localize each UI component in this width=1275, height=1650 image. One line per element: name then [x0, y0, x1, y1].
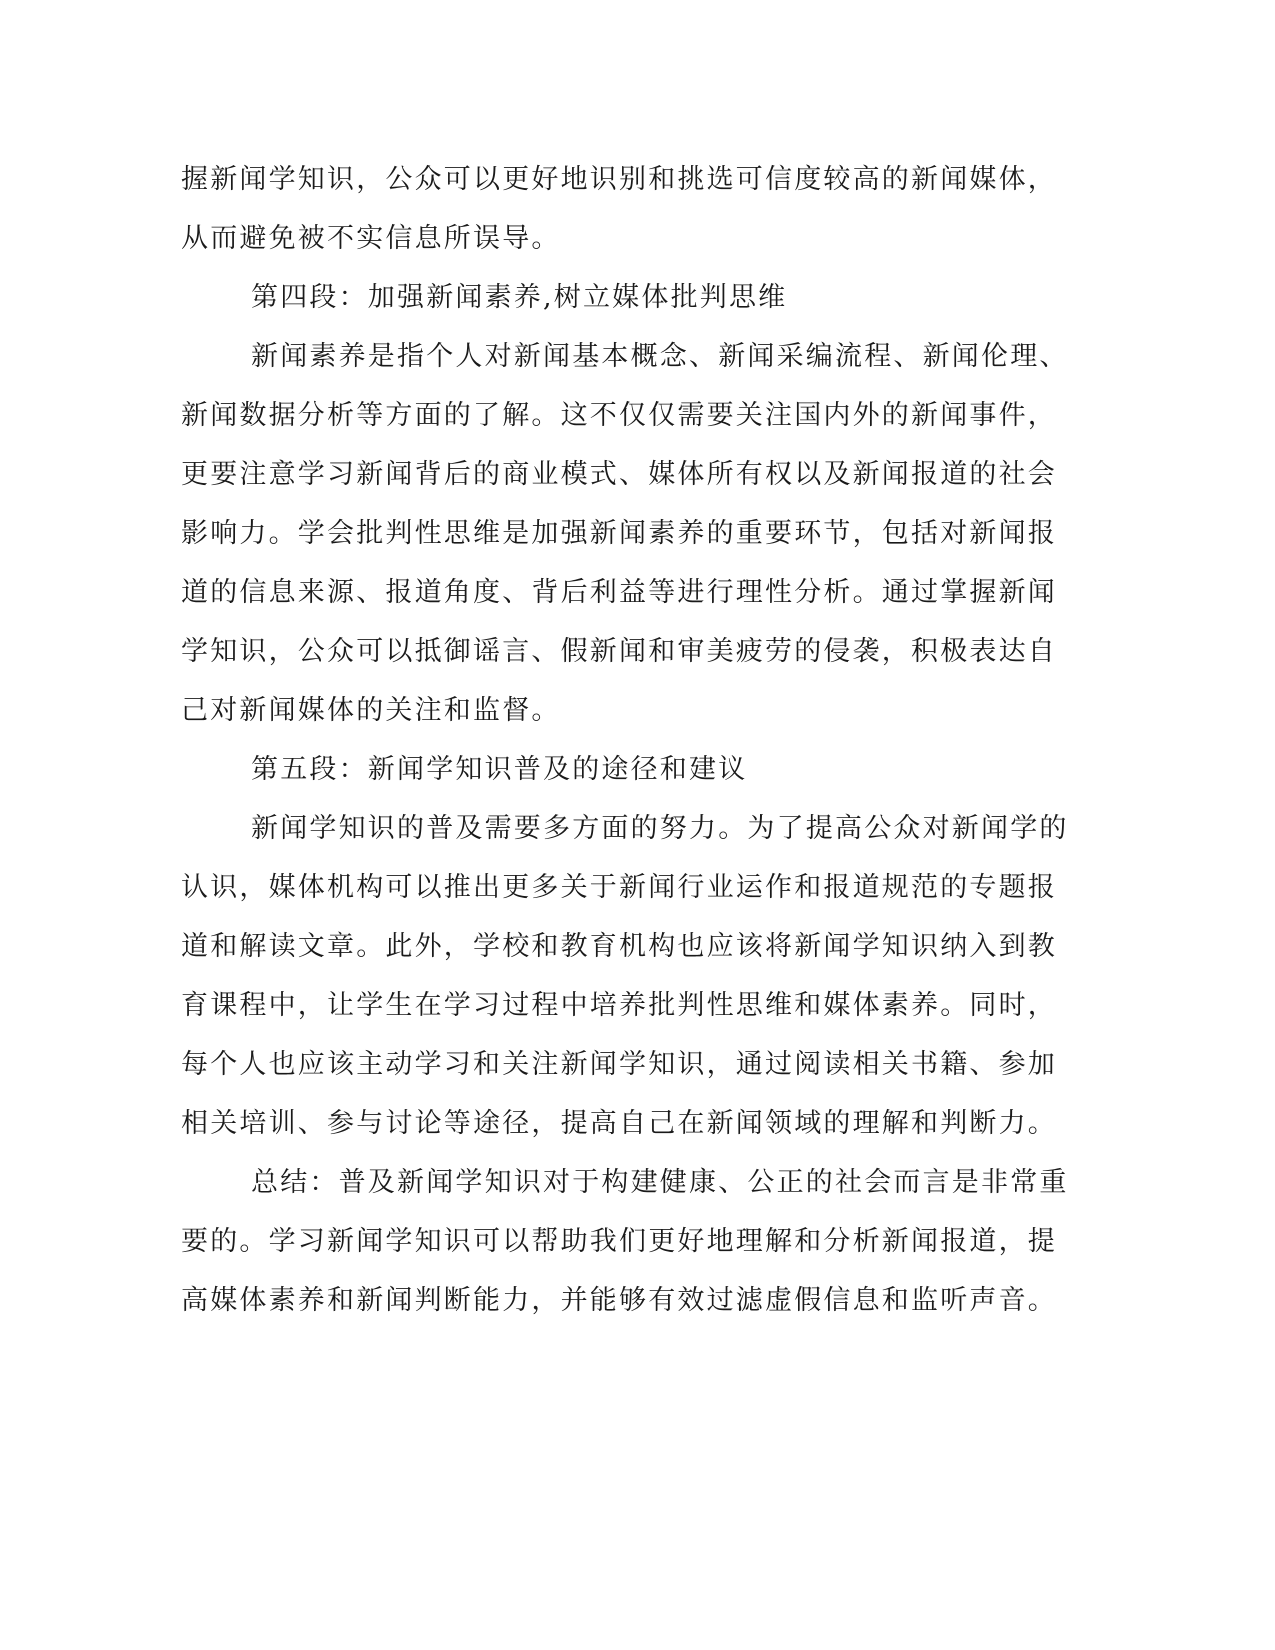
text-line: 握新闻学知识，公众可以更好地识别和挑选可信度较高的新闻媒体， [181, 164, 1057, 195]
text-line: 新闻素养是指个人对新闻基本概念、新闻采编流程、新闻伦理、 [251, 341, 1069, 372]
text-line: 高媒体素养和新闻判断能力，并能够有效过滤虚假信息和监听声音。 [181, 1285, 1057, 1316]
text-line: 新闻学知识的普及需要多方面的努力。为了提高公众对新闻学的 [251, 813, 1069, 844]
text-line: 学知识，公众可以抵御谣言、假新闻和审美疲劳的侵袭，积极表达自 [181, 636, 1057, 667]
text-line: 每个人也应该主动学习和关注新闻学知识，通过阅读相关书籍、参加 [181, 1049, 1057, 1080]
section-heading: 第四段：加强新闻素养,树立媒体批判思维 [251, 282, 788, 313]
text-line: 影响力。学会批判性思维是加强新闻素养的重要环节，包括对新闻报 [181, 518, 1057, 549]
text-line: 相关培训、参与讨论等途径，提高自己在新闻领域的理解和判断力。 [181, 1108, 1057, 1139]
text-line: 更要注意学习新闻背后的商业模式、媒体所有权以及新闻报道的社会 [181, 459, 1057, 490]
text-line: 从而避免被不实信息所误导。 [181, 223, 561, 254]
text-line: 己对新闻媒体的关注和监督。 [181, 695, 561, 726]
text-line: 要的。学习新闻学知识可以帮助我们更好地理解和分析新闻报道，提 [181, 1226, 1057, 1257]
section-heading: 第五段：新闻学知识普及的途径和建议 [251, 754, 748, 785]
text-line: 道和解读文章。此外，学校和教育机构也应该将新闻学知识纳入到教 [181, 931, 1057, 962]
text-line: 育课程中，让学生在学习过程中培养批判性思维和媒体素养。同时， [181, 990, 1057, 1021]
text-line: 道的信息来源、报道角度、背后利益等进行理性分析。通过掌握新闻 [181, 577, 1057, 608]
text-line: 总结：普及新闻学知识对于构建健康、公正的社会而言是非常重 [251, 1167, 1069, 1198]
text-line: 认识，媒体机构可以推出更多关于新闻行业运作和报道规范的专题报 [181, 872, 1057, 903]
text-line: 新闻数据分析等方面的了解。这不仅仅需要关注国内外的新闻事件， [181, 400, 1057, 431]
